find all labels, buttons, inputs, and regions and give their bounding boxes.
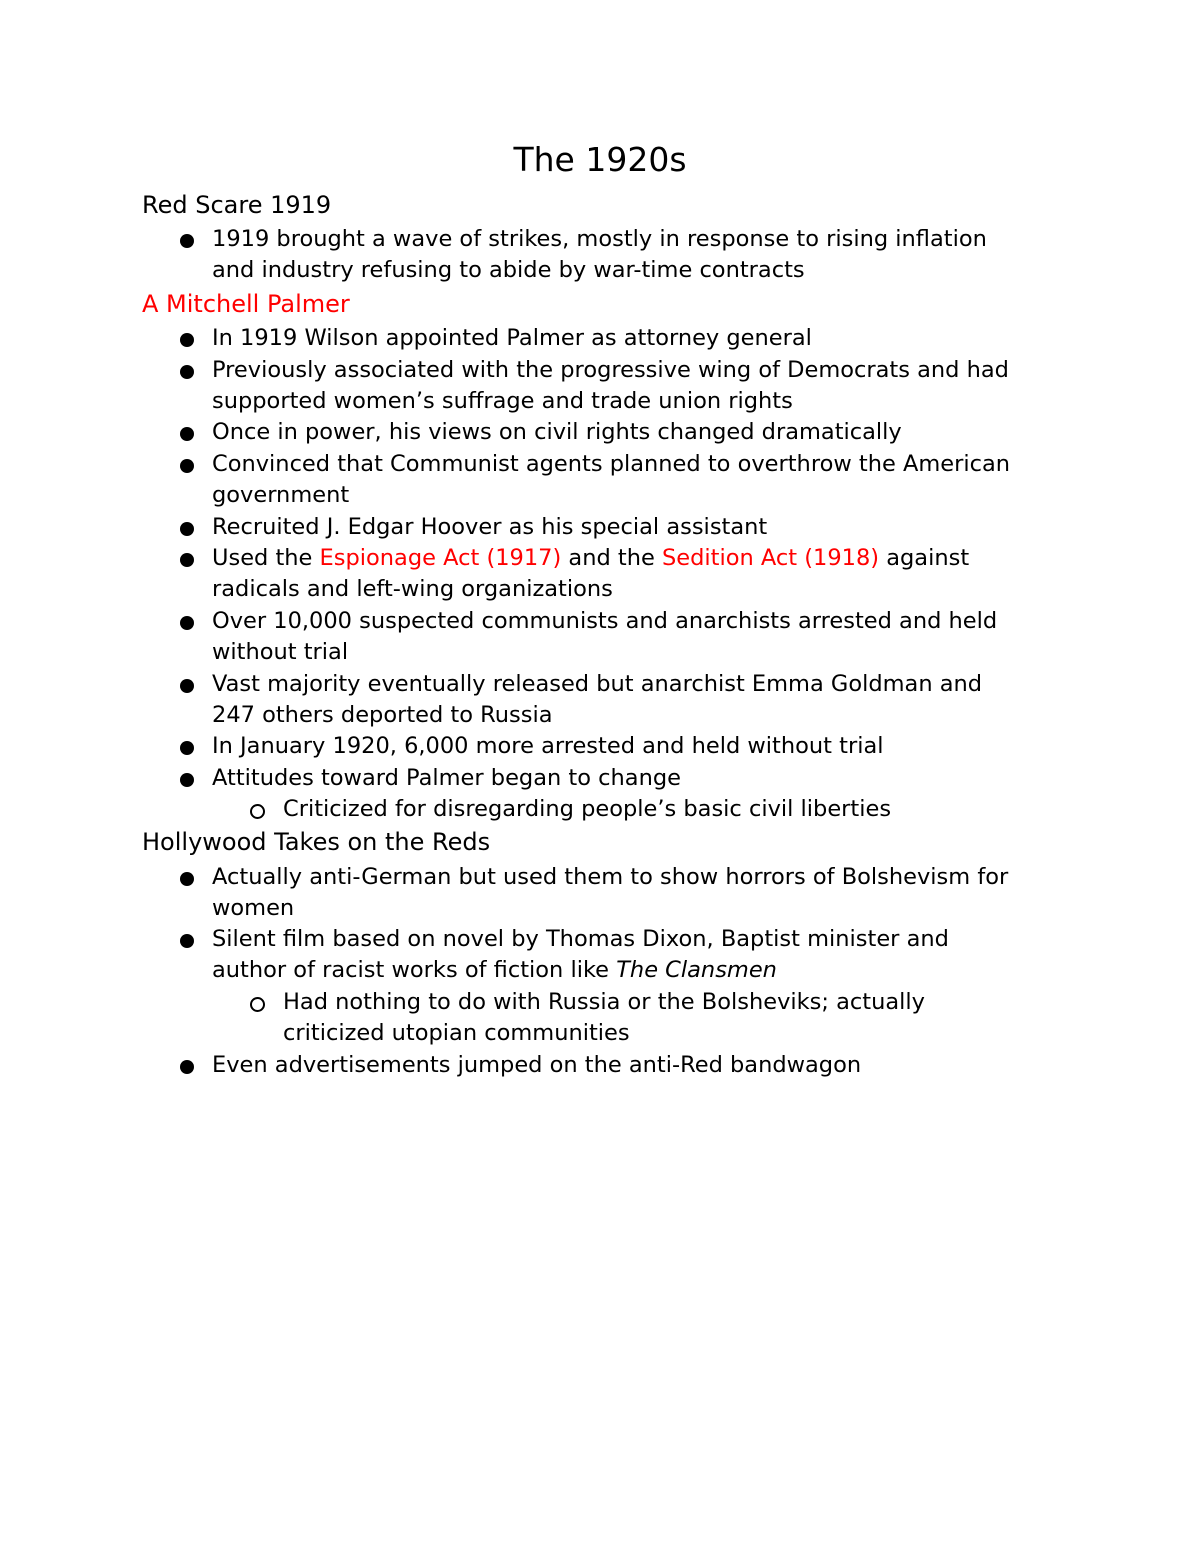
list-item-text: Even advertisements jumped on the anti-Red bandwagon: [212, 1052, 862, 1078]
bullet-icon: [180, 773, 194, 787]
page-title: The 1920s: [513, 140, 687, 179]
sub-list-item-text: Had nothing to do with Russia or the Bolsheviks; actually: [283, 989, 925, 1015]
bullet-icon: [180, 522, 194, 536]
bullet-icon: [180, 427, 194, 441]
espionage-act-highlight: Espionage Act (1917): [319, 545, 562, 571]
text-segment: author of racist works of fiction like: [212, 957, 617, 983]
bullet-icon: [180, 872, 194, 886]
section-heading-palmer: A Mitchell Palmer: [142, 290, 350, 318]
list-item-text: [212, 955, 777, 986]
bullet-icon: [180, 459, 194, 473]
bullet-icon: [180, 616, 194, 630]
sub-list-item-text: Criticized for disregarding people’s basic civil liberties: [283, 796, 892, 822]
list-item-text: and industry refusing to abide by war-time contracts: [212, 257, 805, 283]
list-item-text: radicals and left-wing organizations: [212, 576, 613, 602]
sub-list-item-text: criticized utopian communities: [283, 1020, 630, 1046]
list-item-text: women: [212, 895, 295, 921]
section-heading-hollywood: Hollywood Takes on the Reds: [142, 828, 491, 856]
list-item-text: Silent film based on novel by Thomas Dixon, Baptist minister and: [212, 926, 949, 952]
list-item-text: [212, 543, 969, 574]
list-item-text: Actually anti-German but used them to show horrors of Bolshevism for: [212, 864, 1009, 890]
book-title: The Clansmen: [616, 957, 777, 983]
list-item-text: 247 others deported to Russia: [212, 702, 553, 728]
list-item-text: without trial: [212, 639, 349, 665]
text-segment: and the: [561, 545, 662, 571]
list-item-text: In January 1920, 6,000 more arrested and held without trial: [212, 733, 884, 759]
list-item-text: government: [212, 482, 350, 508]
list-item-text: Over 10,000 suspected communists and anarchists arrested and held: [212, 608, 998, 634]
list-item-text: Attitudes toward Palmer began to change: [212, 765, 681, 791]
list-item-text: In 1919 Wilson appointed Palmer as attorney general: [212, 325, 812, 351]
list-item-text: supported women’s suffrage and trade union rights: [212, 388, 793, 414]
list-item-text: Vast majority eventually released but anarchist Emma Goldman and: [212, 671, 983, 697]
list-item-text: 1919 brought a wave of strikes, mostly in response to rising inflation: [212, 226, 987, 252]
bullet-icon: [180, 1060, 194, 1074]
list-item-text: Convinced that Communist agents planned to overthrow the American: [212, 451, 1011, 477]
list-item-text: Previously associated with the progressive wing of Democrats and had: [212, 357, 1009, 383]
bullet-icon: [180, 679, 194, 693]
list-item-text: Once in power, his views on civil rights changed dramatically: [212, 419, 902, 445]
bullet-icon: [180, 741, 194, 755]
sub-bullet-icon: [250, 997, 265, 1012]
sub-bullet-icon: [250, 804, 265, 819]
text-segment: Used the: [212, 545, 320, 571]
list-item-text: Recruited J. Edgar Hoover as his special assistant: [212, 514, 768, 540]
text-segment: against: [879, 545, 970, 571]
section-heading-red-scare: Red Scare 1919: [142, 191, 332, 219]
bullet-icon: [180, 365, 194, 379]
bullet-icon: [180, 553, 194, 567]
sedition-act-highlight: Sedition Act (1918): [662, 545, 880, 571]
bullet-icon: [180, 333, 194, 347]
bullet-icon: [180, 234, 194, 248]
bullet-icon: [180, 934, 194, 948]
